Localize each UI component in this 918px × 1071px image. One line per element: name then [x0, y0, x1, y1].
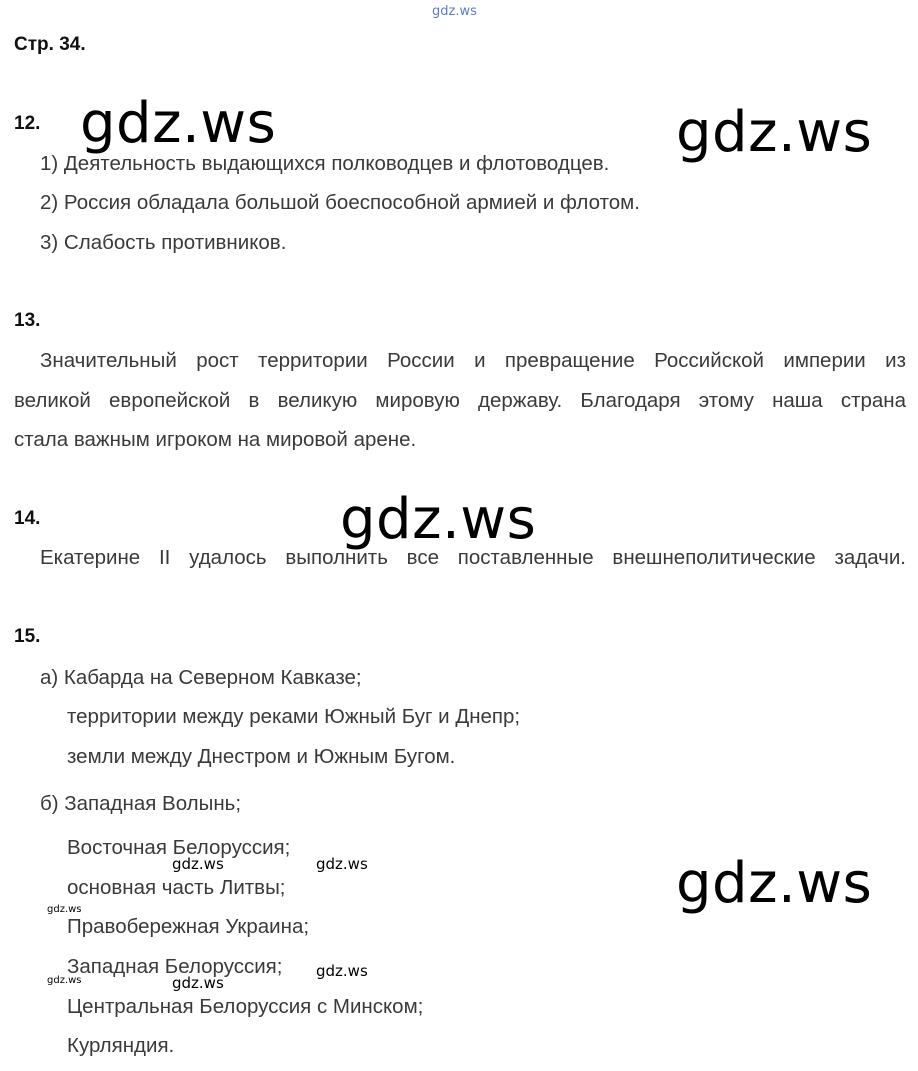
watermark-top: gdz.ws [432, 4, 477, 19]
q12-item-1: 1) Деятельность выдающихся полководцев и флотоводцев. [40, 152, 610, 175]
q15-number: 15. [14, 626, 41, 647]
q15-b-line-1: б) Западная Волынь; [40, 792, 242, 815]
watermark-mid-1: gdz.ws [172, 855, 224, 873]
q12-item-3: 3) Слабость противников. [40, 231, 287, 254]
q15-b-line-2: Восточная Белоруссия; [67, 836, 291, 859]
q15-a-line-2: территории между реками Южный Буг и Днепр; [67, 705, 521, 728]
watermark-large-2: gdz.ws [676, 100, 873, 165]
q13-number: 13. [14, 310, 41, 331]
q14-number: 14. [14, 508, 41, 529]
q13-line-3: стала важным игроком на мировой арене. [14, 428, 417, 451]
q15-a-line-1: а) Кабарда на Северном Кавказе; [40, 666, 362, 689]
page-header: Стр. 34. [14, 34, 86, 55]
q15-b-line-5: Западная Белоруссия; [67, 955, 283, 978]
q15-b-line-7: Курляндия. [67, 1034, 175, 1057]
watermark-small-2: gdz.ws [47, 975, 82, 986]
watermark-large-4: gdz.ws [676, 851, 873, 916]
watermark-mid-2: gdz.ws [316, 855, 368, 873]
watermark-small-1: gdz.ws [47, 904, 82, 915]
q13-line-1: Значительный рост территории России и превращение Российской империи из [40, 349, 906, 372]
q15-a-line-3: земли между Днестром и Южным Бугом. [67, 745, 456, 768]
watermark-mid-3: gdz.ws [316, 962, 368, 980]
q13-line-2: великой европейской в великую мировую державу. Благодаря этому наша страна [14, 389, 906, 412]
watermark-mid-4: gdz.ws [172, 974, 224, 992]
watermark-large-3: gdz.ws [340, 487, 537, 552]
q12-number: 12. [14, 113, 41, 134]
q12-item-2: 2) Россия обладала большой боеспособной армией и флотом. [40, 191, 640, 214]
q15-b-line-3: основная часть Литвы; [67, 876, 286, 899]
q15-b-line-6: Центральная Белоруссия с Минском; [67, 995, 424, 1018]
q15-b-line-4: Правобережная Украина; [67, 915, 310, 938]
watermark-large-1: gdz.ws [80, 91, 277, 156]
q14-text: Екатерине II удалось выполнить все поставленные внешнеполитические задачи. [40, 546, 906, 569]
